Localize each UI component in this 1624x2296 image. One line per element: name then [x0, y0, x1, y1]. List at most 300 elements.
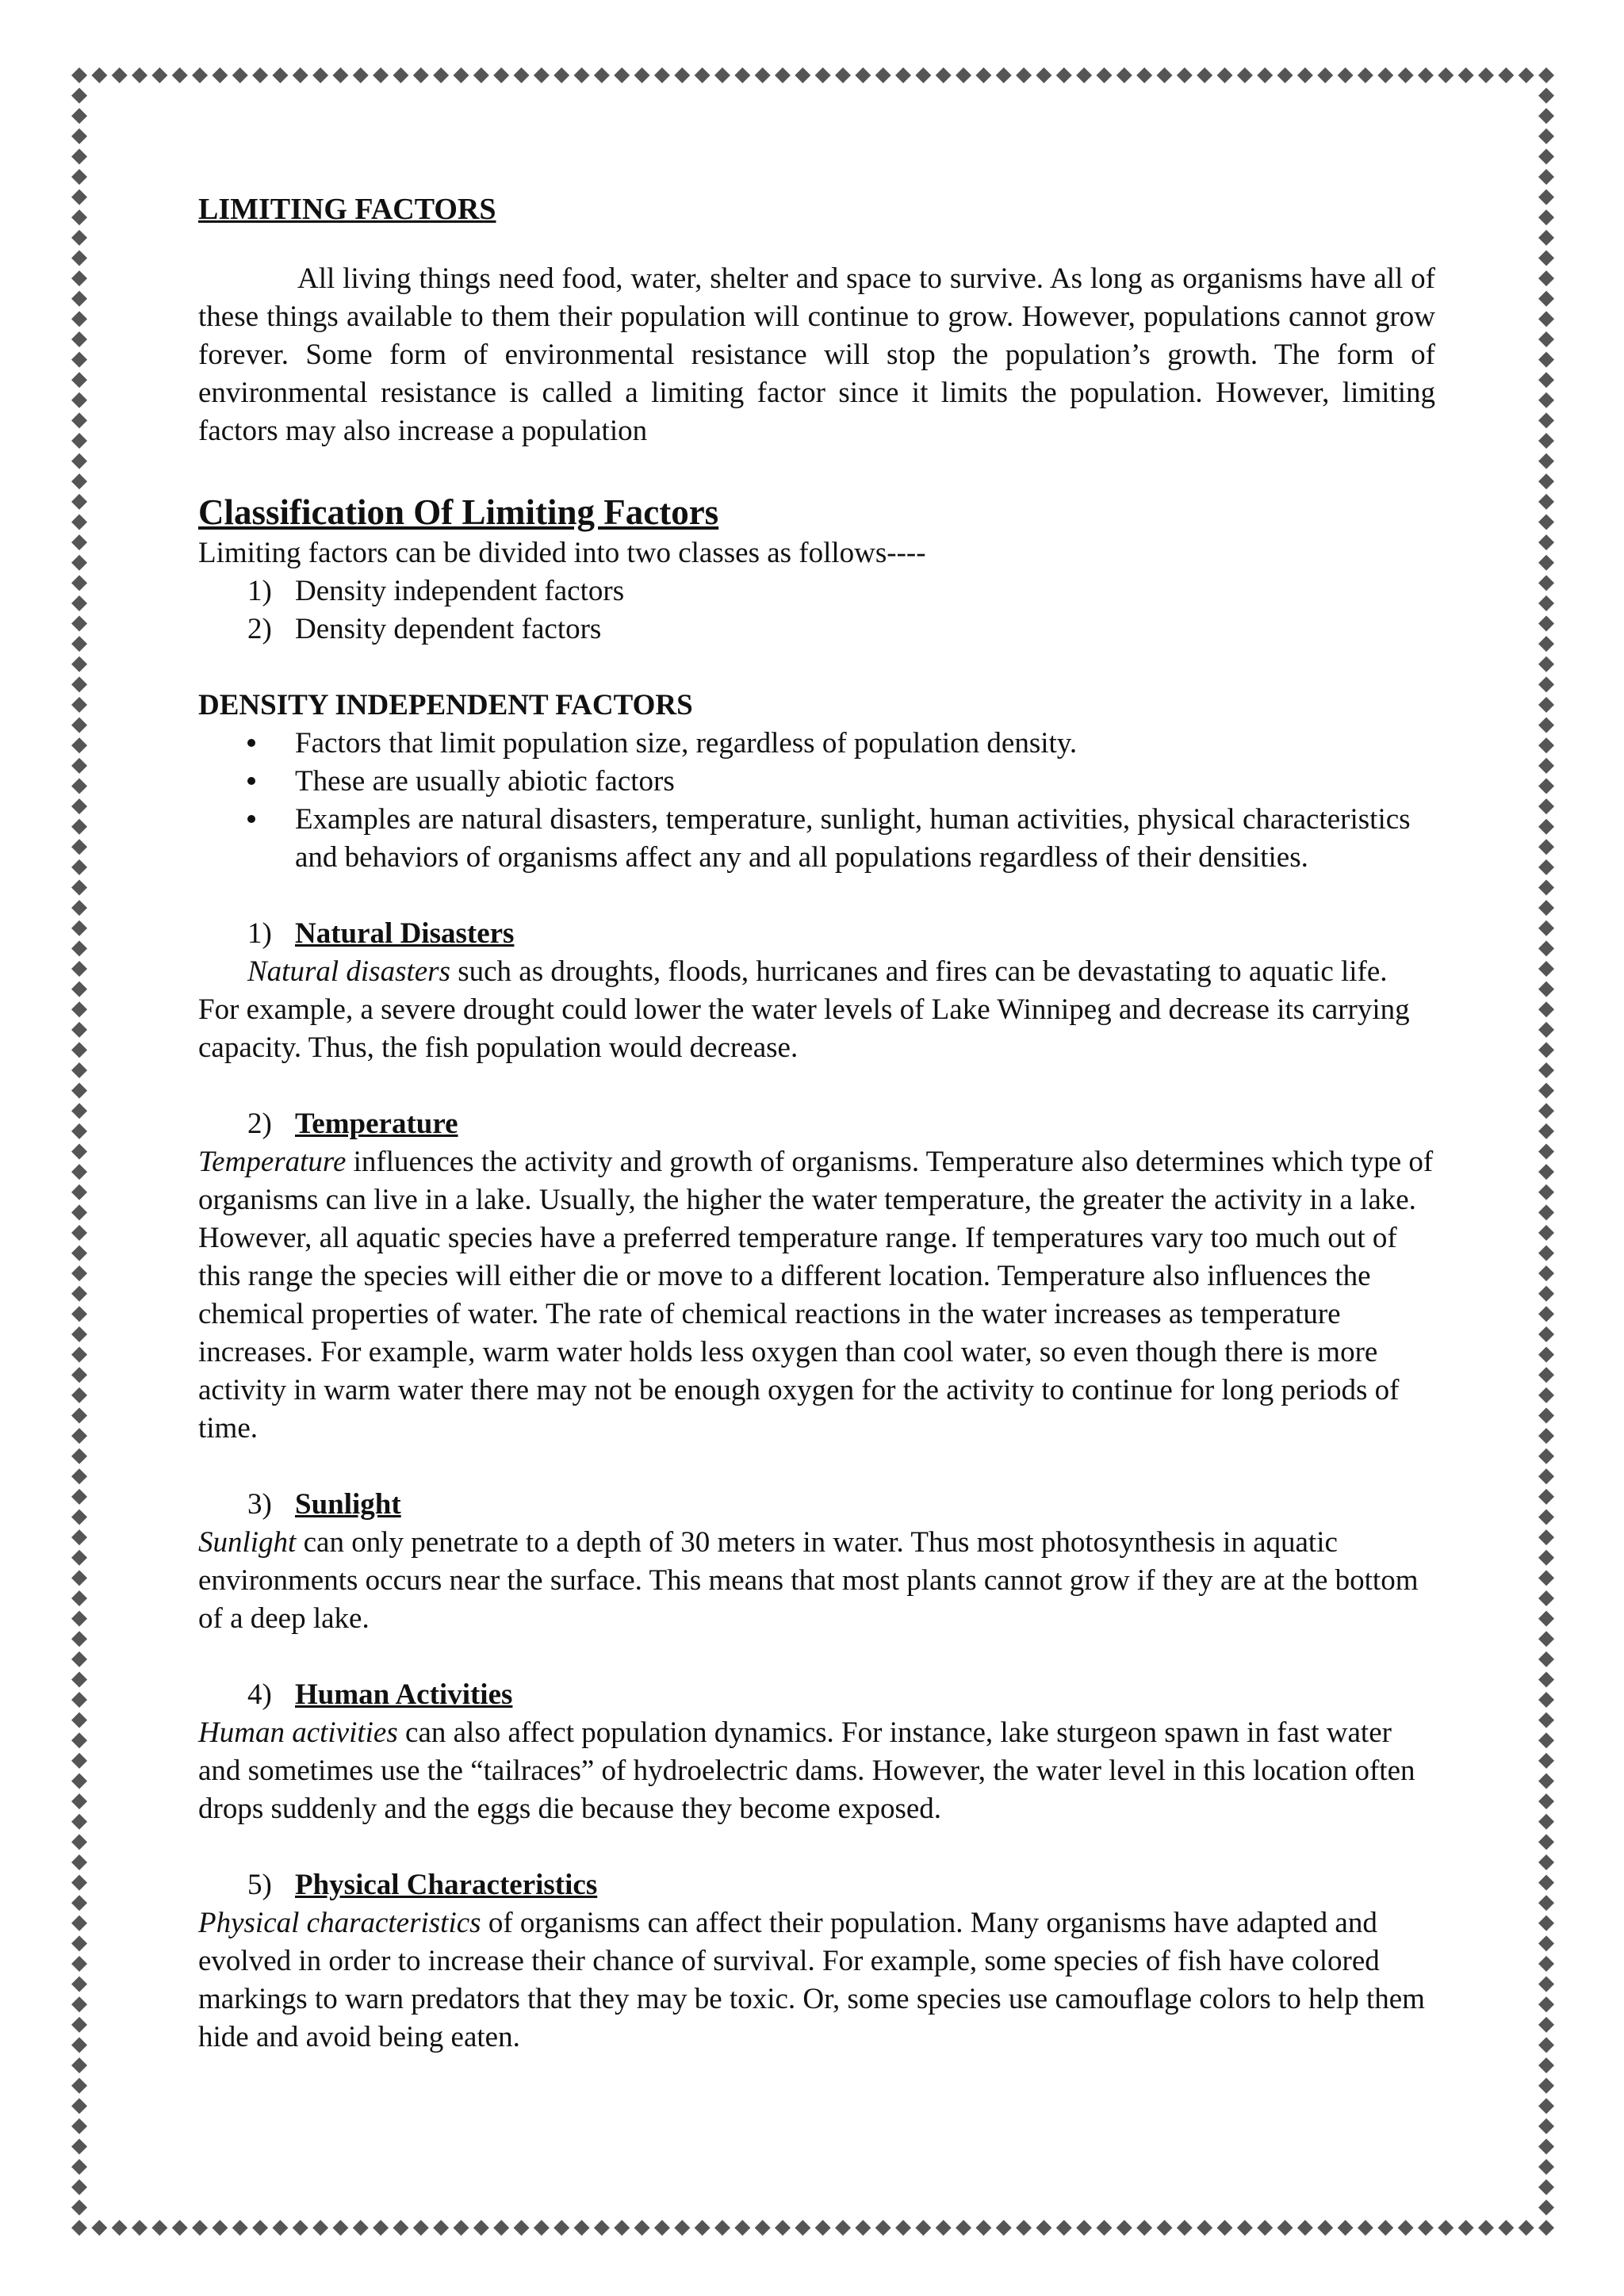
border-diamond	[1538, 108, 1554, 124]
border-diamond	[71, 982, 87, 997]
border-diamond	[956, 67, 971, 83]
border-diamond	[71, 331, 87, 347]
border-diamond	[1076, 67, 1092, 83]
border-diamond	[272, 67, 288, 83]
border-diamond	[1156, 67, 1172, 83]
border-diamond	[71, 961, 87, 977]
border-diamond	[1538, 1996, 1554, 2012]
border-diamond	[71, 1428, 87, 1444]
border-diamond	[71, 372, 87, 388]
border-diamond	[1538, 311, 1554, 327]
border-diamond	[252, 2220, 268, 2236]
section-paragraph	[198, 1143, 1435, 1448]
border-diamond	[734, 2220, 750, 2236]
border-diamond	[1538, 1448, 1554, 1464]
border-diamond	[1538, 940, 1554, 956]
border-diamond	[1257, 2220, 1273, 2236]
border-diamond	[1036, 67, 1051, 83]
border-diamond	[71, 514, 87, 530]
border-diamond	[71, 534, 87, 550]
border-diamond	[1538, 331, 1554, 347]
border-diamond	[71, 656, 87, 672]
border-diamond	[393, 2220, 408, 2236]
list-item	[198, 572, 1435, 610]
border-diamond	[775, 2220, 791, 2236]
border-diamond	[996, 2220, 1012, 2236]
section-lead: Natural disasters	[247, 955, 450, 988]
classification-list	[198, 572, 1435, 649]
border-diamond	[71, 1286, 87, 1302]
border-diamond	[1538, 2179, 1554, 2195]
list-number: 1)	[247, 575, 272, 607]
border-diamond	[71, 1022, 87, 1038]
border-diamond	[71, 1164, 87, 1180]
border-diamond	[1217, 67, 1233, 83]
classification-text: Limiting factors can be divided into two classes as follows----	[198, 537, 926, 569]
border-diamond	[132, 2220, 147, 2236]
border-diamond	[91, 2220, 107, 2236]
border-diamond	[433, 2220, 449, 2236]
border-diamond	[151, 2220, 167, 2236]
border-diamond	[71, 1631, 87, 1647]
border-diamond	[71, 920, 87, 936]
border-diamond	[1217, 2220, 1233, 2236]
border-diamond	[232, 67, 248, 83]
border-diamond	[654, 67, 670, 83]
border-diamond	[71, 2139, 87, 2155]
border-diamond	[473, 2220, 489, 2236]
border-diamond	[514, 67, 530, 83]
border-diamond	[1538, 1976, 1554, 1992]
border-diamond	[1538, 1875, 1554, 1891]
border-diamond	[293, 2220, 308, 2236]
border-diamond	[1498, 2220, 1514, 2236]
border-diamond	[1538, 1407, 1554, 1423]
border-diamond	[1538, 169, 1554, 185]
border-diamond	[71, 1550, 87, 1566]
section-lead: Sunlight	[198, 1526, 297, 1559]
section-lead: Human activities	[198, 1716, 398, 1749]
border-diamond	[1538, 1367, 1554, 1383]
border-diamond	[1538, 1246, 1554, 1261]
border-diamond	[413, 2220, 429, 2236]
border-diamond	[454, 2220, 469, 2236]
border-diamond	[1056, 67, 1072, 83]
border-diamond	[71, 697, 87, 713]
border-diamond	[71, 494, 87, 510]
border-diamond	[71, 251, 87, 266]
border-diamond	[1377, 67, 1393, 83]
border-diamond	[71, 67, 87, 83]
bullet-item	[198, 763, 1435, 801]
border-diamond	[1538, 636, 1554, 652]
border-diamond	[71, 2118, 87, 2134]
border-diamond	[433, 67, 449, 83]
border-diamond	[1538, 656, 1554, 672]
border-diamond	[1116, 2220, 1132, 2236]
border-diamond	[915, 67, 931, 83]
border-diamond	[1418, 2220, 1434, 2236]
section-title: Sunlight	[295, 1488, 401, 1521]
border-diamond	[1538, 392, 1554, 408]
border-diamond	[71, 1468, 87, 1484]
border-diamond	[1538, 1306, 1554, 1322]
border-diamond	[232, 2220, 248, 2236]
border-diamond	[393, 67, 408, 83]
section-paragraph	[198, 1714, 1435, 1828]
border-diamond	[1538, 494, 1554, 510]
border-diamond	[1538, 697, 1554, 713]
border-diamond	[996, 67, 1012, 83]
border-diamond	[71, 2159, 87, 2175]
border-diamond	[332, 67, 348, 83]
border-diamond	[1538, 88, 1554, 104]
border-diamond	[71, 2199, 87, 2215]
section-number: 4)	[247, 1678, 272, 1711]
border-diamond	[553, 67, 569, 83]
border-diamond	[1478, 2220, 1494, 2236]
border-diamond	[936, 2220, 952, 2236]
border-diamond	[1438, 2220, 1454, 2236]
border-diamond	[1096, 67, 1112, 83]
intro-paragraph: All living things need food, water, shelter and space to survive. As long as organisms have all of these things available to them their population will continue to grow. However, populations cannot grow forever. Some form of environmental resistance will stop the population’s growth. The form of environmental resistance is called a limiting factor since it limits the population. However, limiting factors may also increase a population	[198, 262, 1435, 447]
section-number: 1)	[247, 917, 272, 950]
border-diamond	[71, 1062, 87, 1078]
border-diamond	[634, 2220, 650, 2236]
border-diamond	[1538, 1144, 1554, 1160]
border-diamond	[1538, 616, 1554, 632]
border-diamond	[1197, 67, 1212, 83]
border-diamond	[1538, 1753, 1554, 1769]
border-diamond	[1277, 67, 1293, 83]
border-diamond	[975, 2220, 991, 2236]
border-diamond	[252, 67, 268, 83]
border-diamond	[71, 1774, 87, 1789]
border-diamond	[1136, 67, 1152, 83]
border-diamond	[855, 67, 871, 83]
border-diamond	[574, 2220, 590, 2236]
border-diamond	[1358, 67, 1373, 83]
border-diamond	[1136, 2220, 1152, 2236]
border-diamond	[71, 1001, 87, 1017]
border-diamond	[71, 1489, 87, 1505]
border-diamond	[714, 67, 730, 83]
border-diamond	[1538, 2037, 1554, 2053]
border-diamond	[373, 2220, 389, 2236]
border-diamond	[71, 1915, 87, 1931]
border-diamond	[1398, 67, 1414, 83]
bullet-icon	[247, 815, 255, 823]
border-diamond	[71, 737, 87, 753]
border-diamond	[1418, 67, 1434, 83]
border-diamond	[1538, 1956, 1554, 1972]
border-diamond	[1096, 2220, 1112, 2236]
border-diamond	[755, 2220, 771, 2236]
border-diamond	[71, 270, 87, 286]
border-diamond	[71, 189, 87, 205]
border-diamond	[1538, 859, 1554, 875]
border-diamond	[71, 758, 87, 774]
border-diamond	[71, 2220, 87, 2236]
border-diamond	[1297, 67, 1313, 83]
border-diamond	[71, 1347, 87, 1363]
section-body: of organisms can affect their population. Many organisms have adapted and evolved in order to increase their chance of survival. For example, some species of fish have colored markings to warn predators that they may be toxic. Or, some species use camouflage colors to help them hide and avoid being eaten.	[198, 1907, 1425, 2053]
border-diamond	[71, 798, 87, 814]
border-diamond	[1538, 128, 1554, 144]
border-diamond	[1056, 2220, 1072, 2236]
bullet-item	[198, 725, 1435, 763]
border-diamond	[1538, 1489, 1554, 1505]
border-diamond	[1538, 1590, 1554, 1606]
border-diamond	[1538, 1347, 1554, 1363]
section-body: can only penetrate to a depth of 30 meters in water. Thus most photosynthesis in aquatic environments occurs near the surface. This means that most plants cannot grow if they are at the bottom of a deep lake.	[198, 1526, 1419, 1635]
border-diamond	[71, 2078, 87, 2094]
border-diamond	[112, 67, 128, 83]
border-diamond	[71, 940, 87, 956]
section-body: such as droughts, floods, hurricanes and fires can be devastating to aquatic life. For example, a severe drought could lower the water levels of Lake Winnipeg and decrease its carrying capacity. Thus, the fish population would decrease.	[198, 955, 1410, 1064]
border-diamond	[71, 718, 87, 733]
border-diamond	[71, 1793, 87, 1809]
border-diamond	[71, 1265, 87, 1281]
section-body: influences the activity and growth of organisms. Temperature also determines which type of organisms can live in a lake. Usually, the higher the water temperature, the greater the activity in a lake. However, all aquatic species have a preferred temperature range. If temperatures vary too much out of this range the species will either die or move to a different location. Temperature also influences the chemical properties of water. The rate of chemical reactions in the water increases as temperature increases. For example, warm water holds less oxygen than cool water, so even though there is more activity in warm water there may not be enough oxygen for the activity to continue for long periods of time.	[198, 1146, 1434, 1445]
border-diamond	[71, 1956, 87, 1972]
border-diamond	[1538, 2220, 1554, 2236]
border-diamond	[936, 67, 952, 83]
border-diamond	[1538, 189, 1554, 205]
border-diamond	[1538, 798, 1554, 814]
border-diamond	[775, 67, 791, 83]
border-diamond	[1538, 2139, 1554, 2155]
section-number: 5)	[247, 1869, 272, 1901]
border-diamond	[71, 1875, 87, 1891]
border-diamond	[71, 1651, 87, 1667]
border-diamond	[1538, 1001, 1554, 1017]
border-diamond	[1478, 67, 1494, 83]
border-diamond	[1538, 270, 1554, 286]
list-label: Density independent factors	[295, 575, 625, 607]
border-diamond	[71, 1326, 87, 1342]
border-diamond	[1519, 2220, 1534, 2236]
border-diamond	[1197, 2220, 1212, 2236]
border-diamond	[71, 1854, 87, 1870]
bullet-text: Factors that limit population size, regardless of population density.	[295, 727, 1078, 760]
border-diamond	[71, 2037, 87, 2053]
border-diamond	[1538, 2118, 1554, 2134]
border-diamond	[1538, 1387, 1554, 1403]
border-diamond	[1538, 1204, 1554, 1220]
border-diamond	[1338, 2220, 1354, 2236]
page-title: LIMITING FACTORS	[198, 193, 496, 226]
border-diamond	[172, 67, 188, 83]
border-diamond	[1177, 2220, 1193, 2236]
border-diamond	[493, 2220, 509, 2236]
border-diamond	[1538, 1550, 1554, 1566]
border-diamond	[91, 67, 107, 83]
section-title: Natural Disasters	[295, 917, 515, 950]
border-diamond	[1317, 2220, 1333, 2236]
border-diamond	[71, 1692, 87, 1708]
border-diamond	[1438, 67, 1454, 83]
border-diamond	[71, 1246, 87, 1261]
border-diamond	[332, 2220, 348, 2236]
border-diamond	[714, 2220, 730, 2236]
border-diamond	[71, 1225, 87, 1241]
border-diamond	[594, 67, 610, 83]
border-diamond	[1519, 67, 1534, 83]
border-diamond	[1377, 2220, 1393, 2236]
border-diamond	[71, 616, 87, 632]
border-diamond	[151, 67, 167, 83]
border-diamond	[1538, 1895, 1554, 1911]
border-diamond	[1538, 1510, 1554, 1525]
border-diamond	[875, 67, 891, 83]
section-title: Human Activities	[295, 1678, 513, 1711]
border-diamond	[1538, 880, 1554, 896]
border-diamond	[71, 1570, 87, 1586]
border-diamond	[71, 88, 87, 104]
border-diamond	[71, 2057, 87, 2073]
border-diamond	[1317, 67, 1333, 83]
border-diamond	[1156, 2220, 1172, 2236]
border-diamond	[1538, 1651, 1554, 1667]
border-diamond	[132, 67, 147, 83]
border-diamond	[614, 67, 630, 83]
border-diamond	[795, 2220, 810, 2236]
section-body: can also affect population dynamics. For instance, lake sturgeon spawn in fast water and sometimes use the “tailraces” of hydroelectric dams. However, the water level in this location often drops suddenly and the eggs die because they become exposed.	[198, 1716, 1415, 1825]
border-diamond	[493, 67, 509, 83]
border-diamond	[1538, 1935, 1554, 1951]
border-diamond	[71, 636, 87, 652]
border-diamond	[674, 67, 690, 83]
border-diamond	[373, 67, 389, 83]
border-diamond	[895, 67, 911, 83]
border-diamond	[895, 2220, 911, 2236]
border-diamond	[674, 2220, 690, 2236]
border-diamond	[1177, 67, 1193, 83]
border-diamond	[71, 473, 87, 489]
border-diamond	[1076, 2220, 1092, 2236]
border-diamond	[71, 1590, 87, 1606]
border-diamond	[1538, 676, 1554, 692]
border-diamond	[71, 311, 87, 327]
bullet-icon	[247, 777, 255, 785]
border-diamond	[71, 859, 87, 875]
border-diamond	[1538, 1022, 1554, 1038]
border-diamond	[1538, 778, 1554, 794]
border-diamond	[956, 2220, 971, 2236]
border-diamond	[1538, 1468, 1554, 1484]
border-diamond	[1016, 67, 1032, 83]
border-diamond	[71, 1996, 87, 2012]
section-number: 2)	[247, 1108, 272, 1140]
bullet-icon	[247, 739, 255, 747]
border-diamond	[71, 1204, 87, 1220]
border-diamond	[172, 2220, 188, 2236]
border-diamond	[454, 67, 469, 83]
border-diamond	[915, 2220, 931, 2236]
border-diamond	[1538, 1164, 1554, 1180]
border-diamond	[614, 2220, 630, 2236]
border-diamond	[1538, 900, 1554, 916]
border-diamond	[71, 1935, 87, 1951]
border-diamond	[71, 412, 87, 428]
border-diamond	[1538, 291, 1554, 307]
border-diamond	[1538, 1814, 1554, 1830]
border-diamond	[71, 209, 87, 225]
border-diamond	[1538, 575, 1554, 591]
border-diamond	[112, 2220, 128, 2236]
border-diamond	[1538, 1326, 1554, 1342]
border-diamond	[1538, 2078, 1554, 2094]
border-diamond	[695, 67, 710, 83]
border-diamond	[71, 352, 87, 368]
border-diamond	[1538, 412, 1554, 428]
border-diamond	[1538, 1123, 1554, 1139]
border-diamond	[212, 67, 228, 83]
border-diamond	[1538, 372, 1554, 388]
border-diamond	[815, 2220, 831, 2236]
border-diamond	[71, 1895, 87, 1911]
border-diamond	[413, 67, 429, 83]
bullet-text: These are usually abiotic factors	[295, 765, 675, 798]
border-diamond	[272, 2220, 288, 2236]
border-diamond	[71, 1753, 87, 1769]
document-body	[198, 190, 1435, 2057]
border-diamond	[293, 67, 308, 83]
border-diamond	[353, 67, 369, 83]
border-diamond	[71, 1184, 87, 1200]
border-diamond	[795, 67, 810, 83]
border-diamond	[1338, 67, 1354, 83]
border-diamond	[71, 1407, 87, 1423]
border-diamond	[1538, 1793, 1554, 1809]
border-diamond	[855, 2220, 871, 2236]
border-diamond	[1277, 2220, 1293, 2236]
border-diamond	[71, 1671, 87, 1687]
list-number: 2)	[247, 613, 272, 645]
border-diamond	[1538, 1083, 1554, 1099]
border-diamond	[1538, 1692, 1554, 1708]
border-diamond	[71, 433, 87, 449]
border-diamond	[71, 1712, 87, 1728]
border-diamond	[192, 2220, 208, 2236]
border-diamond	[574, 67, 590, 83]
border-diamond	[1538, 1265, 1554, 1281]
section-title: Physical Characteristics	[295, 1869, 598, 1901]
border-diamond	[1538, 1854, 1554, 1870]
border-diamond	[1538, 1671, 1554, 1687]
section-heading-natural-disasters	[198, 915, 1435, 953]
border-diamond	[1538, 473, 1554, 489]
border-diamond	[1538, 1611, 1554, 1627]
border-diamond	[1538, 453, 1554, 469]
border-diamond	[71, 169, 87, 185]
border-diamond	[975, 67, 991, 83]
border-diamond	[1538, 1774, 1554, 1789]
border-diamond	[312, 67, 328, 83]
border-diamond	[1498, 67, 1514, 83]
border-diamond	[1538, 839, 1554, 855]
border-diamond	[634, 67, 650, 83]
border-diamond	[1538, 148, 1554, 164]
border-diamond	[1016, 2220, 1032, 2236]
section-lead: Physical characteristics	[198, 1907, 481, 1939]
border-diamond	[1538, 2098, 1554, 2114]
border-diamond	[1538, 1042, 1554, 1058]
border-diamond	[755, 67, 771, 83]
border-diamond	[1257, 67, 1273, 83]
border-diamond	[71, 392, 87, 408]
